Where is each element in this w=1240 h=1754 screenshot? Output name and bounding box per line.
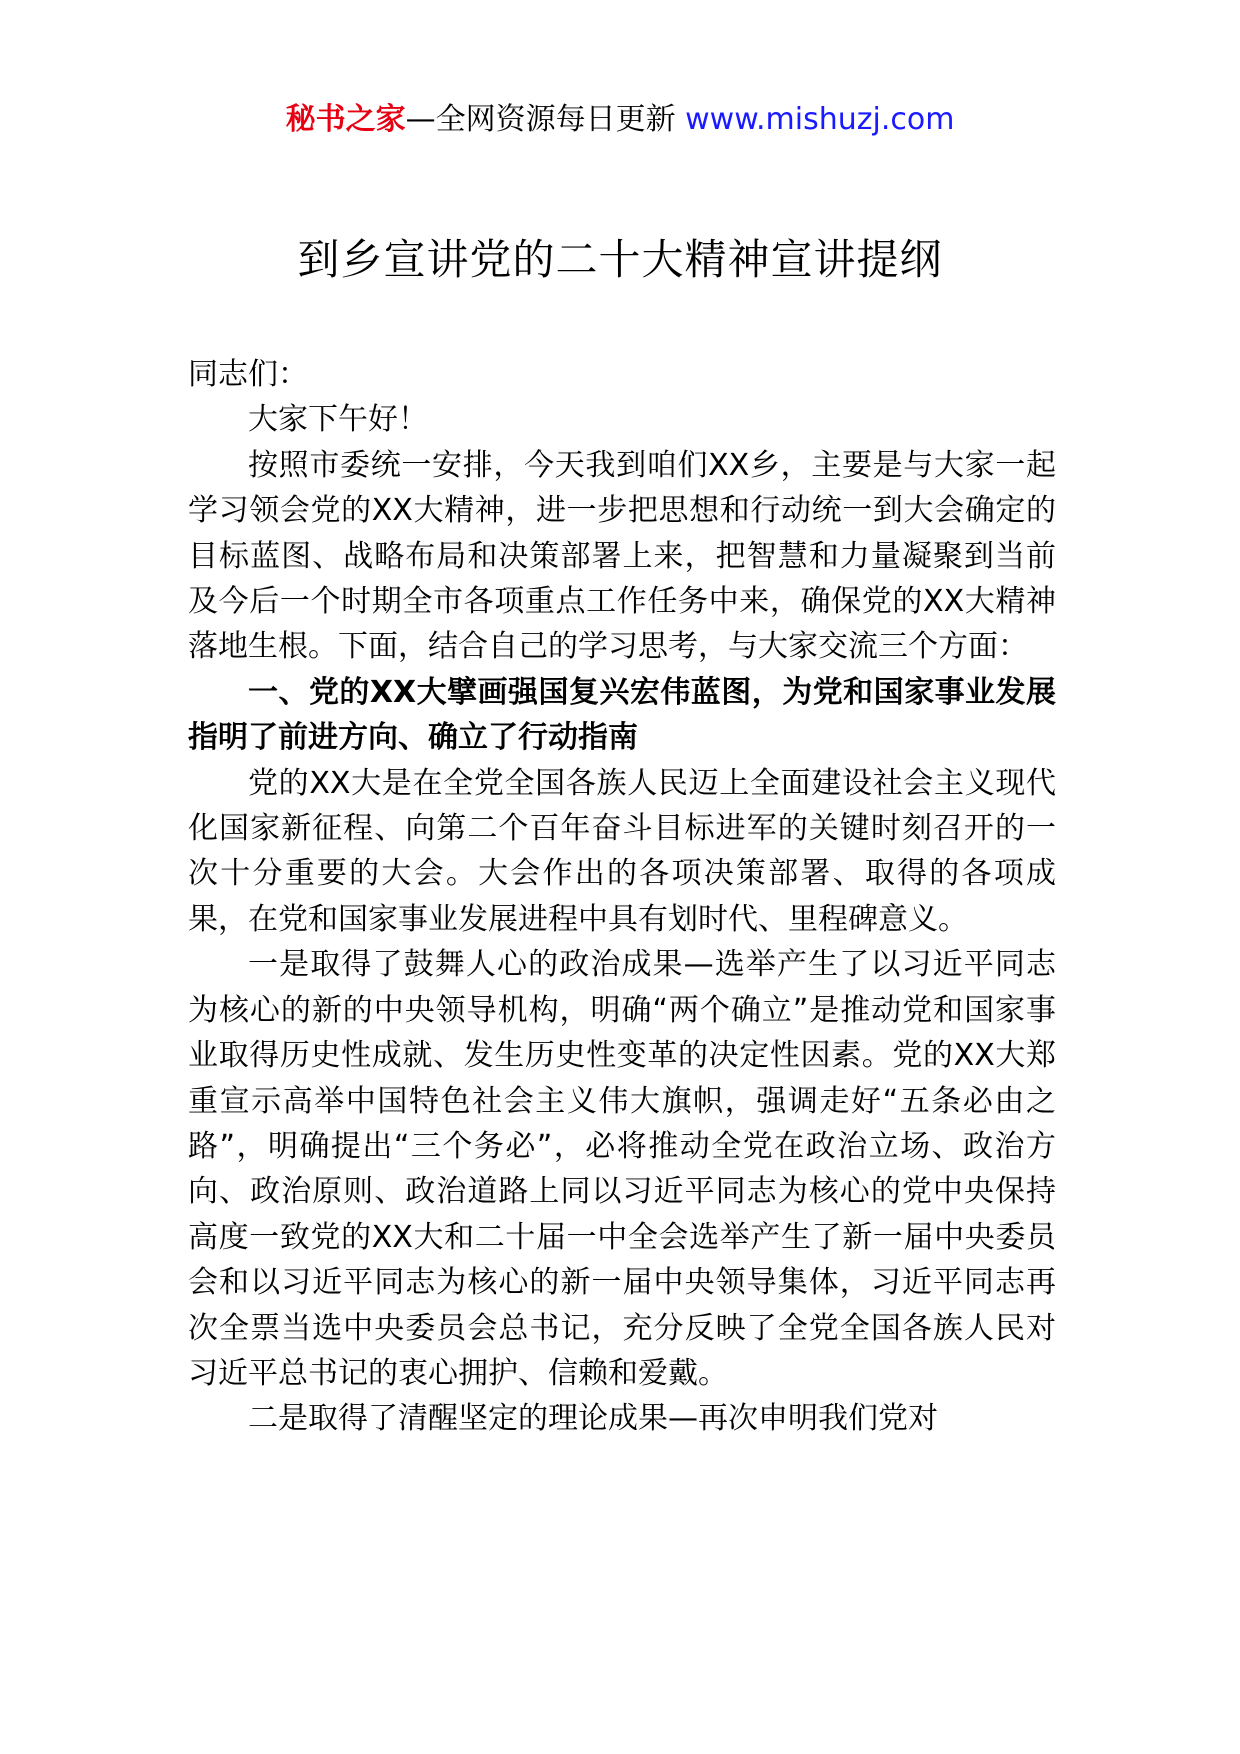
section-1-paragraph: 党的XX大是在全党全国各族人民迈上全面建设社会主义现代化国家新征程、向第二个百年奋斗目标进军的关键时刻召开的一次十分重要的大会。大会作出的各项决策部署、取得的各项成果，在党和国家事业发展进程中具有划时代、里程碑意义。	[188, 765, 1056, 937]
intro-paragraph: 按照市委统一安排，今天我到咱们XX乡，主要是与大家一起学习领会党的XX大精神，进一步把思想和行动统一到大会确定的目标蓝图、战略布局和决策部署上来，把智慧和力量凝聚到当前及今后一个时期全市各项重点工作任务中来，确保党的XX大精神落地生根。下面，结合自己的学习思考，与大家交流三个方面：	[188, 447, 1056, 665]
salutation: 同志们：	[188, 357, 308, 392]
document-body	[188, 352, 1056, 1442]
site-header	[0, 100, 1240, 140]
document-title: 到乡宣讲党的二十大精神宣讲提纲	[297, 235, 943, 284]
site-url-link[interactable]: www.mishuzj.com	[685, 102, 955, 137]
point-1-paragraph: 一是取得了鼓舞人心的政治成果—选举产生了以习近平同志为核心的新的中央领导机构，明确“两个确立”是推动党和国家事业取得历史性成就、发生历史性变革的决定性因素。党的XX大郑重宣示高举中国特色社会主义伟大旗帜，强调走好“五条必由之路”，明确提出“三个务必”，必将推动全党在政治立场、政治方向、政治原则、政治道路上同以习近平同志为核心的党中央保持高度一致党的XX大和二十届一中全会选举产生了新一届中央委员会和以习近平同志为核心的新一届中央领导集体，习近平同志再次全票当选中央委员会总书记，充分反映了全党全国各族人民对习近平总书记的衷心拥护、信赖和爱戴。	[188, 947, 1056, 1391]
brand-name: 秘书之家	[285, 102, 406, 137]
greeting: 大家下午好！	[248, 402, 428, 438]
point-2-paragraph: 二是取得了清醒坚定的理论成果—再次申明我们党对	[248, 1401, 938, 1437]
header-tagline: —全网资源每日更新	[405, 102, 686, 137]
section-heading-1: 一、党的XX大擘画强国复兴宏伟蓝图，为党和国家事业发展指明了前进方向、确立了行动指南	[188, 674, 1056, 756]
